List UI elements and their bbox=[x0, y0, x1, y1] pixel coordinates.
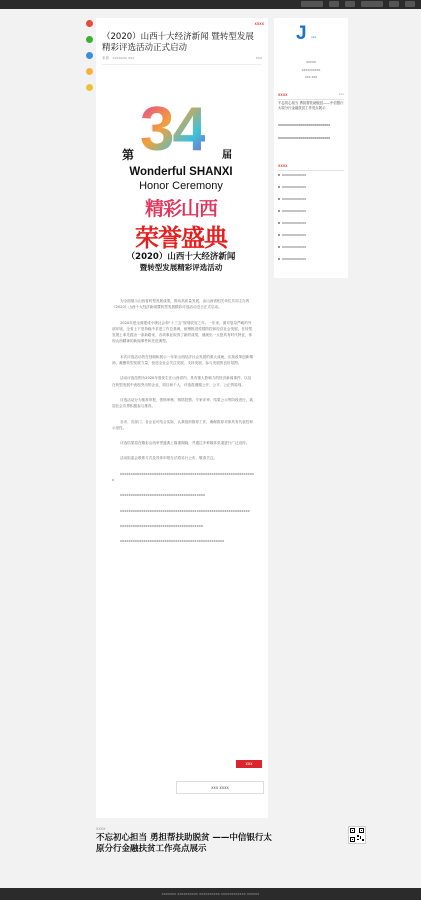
article-meta bbox=[102, 56, 262, 65]
share-bar bbox=[86, 20, 96, 100]
poster-cn-line2: 荣誉盛典 bbox=[135, 224, 227, 252]
logo-letter: J bbox=[296, 23, 307, 44]
related-article-link[interactable]: 不忘初心担当 勇担帮扶助脱贫 ——中信银行太原分行金融扶贫工作亮点展示 bbox=[96, 833, 272, 854]
top-nav-link[interactable] bbox=[329, 1, 339, 7]
top-nav-link[interactable] bbox=[389, 1, 399, 7]
sidebar-list-item[interactable]: xxxxxxxxxxxx bbox=[278, 185, 344, 189]
site-logo[interactable] bbox=[294, 22, 324, 46]
poster-cn-line1: 精彩山西 bbox=[144, 198, 217, 220]
article-paragraph: xxxxxxxxxxxxxxxxxxxxxxxxxxxxxxxxxxxxxxxxxxxxxxxxx bbox=[120, 539, 225, 544]
article-poster bbox=[116, 95, 246, 288]
top-nav-bar bbox=[0, 0, 421, 9]
sidebar-news-link[interactable]: 不忘初心担当 勇担帮扶助脱贫——中信银行太原分行金融扶贫工作亮点展示 bbox=[278, 101, 344, 110]
poster-en-line2: Honor Ceremony bbox=[139, 180, 223, 192]
article-paragraph: xxxxxxxxxxxxxxxxxxxxxxxxxxxxxxxxxxxxxxxxxxxxxxxxxxxxxxxxxxxxx bbox=[120, 508, 250, 513]
sidebar-list-item[interactable]: xxxxxxxxxxxx bbox=[278, 209, 344, 213]
article-paragraph: 评选活动分为推荐申报、资格审核、网络投票、专家评审、结果公示等阶段进行，欢迎社会各界积极参与推荐。 bbox=[112, 397, 253, 409]
sidebar-section-title bbox=[278, 92, 344, 100]
sidebar-section-title bbox=[278, 163, 344, 171]
related-heading: xxxx bbox=[96, 826, 106, 831]
like-button[interactable]: xxx bbox=[236, 760, 262, 768]
qr-code-icon bbox=[348, 826, 366, 844]
sidebar-list-item[interactable]: xxxxxxxxxxxx bbox=[278, 257, 344, 261]
article-paragraph: 各市、各部门、各企业可结合实际，认真组织推荐工作，确保推荐对象具有代表性和示范性。 bbox=[112, 419, 253, 430]
section-title-text: xxxx bbox=[278, 163, 288, 168]
qq-icon[interactable] bbox=[86, 52, 93, 59]
top-nav-links bbox=[301, 1, 415, 7]
poster-sub-line1: （2020）山西十大经济新闻 bbox=[126, 252, 236, 262]
article-paragraph: 活动评选范围为2020年度发生在山西省内、具有重大影响力的经济新闻事件，以及在转型发展中表现突出的企业、项目和个人，评选将遵循公开、公平、公正的原则。 bbox=[112, 376, 252, 387]
page-footer: xxxxxxx xxxxxxxxxx xxxxxxxxxx xxxxxxxxxxxx xxxxxx bbox=[0, 888, 421, 900]
article-paragraph: xxxxxxxxxxxxxxxxxxxxxxxxxxxxxxxxxxxxxxx bbox=[120, 523, 203, 528]
section-more-link[interactable]: xxx bbox=[338, 92, 344, 96]
site-name: xxxxx bbox=[306, 60, 316, 64]
sidebar-news-link[interactable]: xxxxxxxxxxxxxxxxxxxxxxxxxx bbox=[278, 136, 331, 140]
sidebar-list-item[interactable]: xxxxxxxxxxxx bbox=[278, 221, 344, 225]
top-nav-link[interactable] bbox=[405, 1, 415, 7]
article-meta-right: xxx bbox=[255, 56, 262, 60]
article-paragraph: 本次评选活动旨在回顾和展示一年来山西经济社会发展的重大成就，弘扬改革创新精神，凝聚转型发展力量，营造全社会关注发展、支持发展、参与发展的良好氛围。 bbox=[112, 354, 253, 366]
top-nav-link[interactable] bbox=[301, 1, 323, 7]
favorite-icon[interactable] bbox=[86, 84, 93, 91]
sidebar-list-item[interactable]: xxxxxxxxxxxx bbox=[278, 245, 344, 249]
section-title-text: xxxx bbox=[278, 92, 288, 97]
article-title: （2020）山西十大经济新闻 暨转型发展精彩评选活动正式启动 bbox=[102, 32, 254, 53]
sidebar-news-link[interactable]: xxxxxxxxxxxxxxxxxxxxxxxxxx bbox=[278, 123, 331, 127]
article-paragraph: xxxxxxxxxxxxxxxxxxxxxxxxxxxxxxxxxxxxxxxx bbox=[120, 493, 206, 498]
site-info: xxxxxxxxxx bbox=[301, 68, 321, 72]
poster-number: 34 bbox=[140, 95, 205, 164]
article-panel bbox=[96, 18, 268, 818]
top-nav-link[interactable] bbox=[361, 1, 383, 7]
sidebar-list-item[interactable]: xxxxxxxxxxxx bbox=[278, 197, 344, 201]
poster-en-line1: Wonderful SHANXI bbox=[129, 166, 233, 178]
sidebar-list-item[interactable]: xxxxxxxxxxxx bbox=[278, 233, 344, 237]
sidebar-list-item[interactable]: xxxxxxxxxxxx bbox=[278, 173, 344, 177]
logo-subtext: xxx bbox=[311, 35, 317, 39]
site-info: xxx xxx bbox=[304, 75, 318, 79]
article-source: 来源：xxxxxxx xxx bbox=[102, 56, 135, 60]
article-body bbox=[112, 298, 254, 554]
article-paragraph: 为全面展示山西省转型发展成果，推动高质量发展，由山西省相关单位共同主办的（2020）山西十大经济新闻暨转型发展精彩评选活动近日正式启动。 bbox=[112, 299, 250, 310]
wechat-icon[interactable] bbox=[86, 36, 93, 43]
article-paragraph: 评选结果将在精彩山西荣誉盛典上隆重揭晓，并通过多种媒体渠道进行广泛宣传。 bbox=[120, 441, 250, 446]
top-nav-link[interactable] bbox=[345, 1, 355, 7]
poster-sub-line2: 暨转型发展精彩评选活动 bbox=[139, 263, 223, 272]
poster-jie: 届 bbox=[222, 150, 232, 161]
article-paragraph: xxxxxxxxxxxxxxxxxxxxxxxxxxxxxxxxxxxxxxxxxxxxxxxxxxxxxxxxxxxxxxxx bbox=[112, 471, 254, 483]
article-paragraph: 2020年是全面建成小康社会和“十三五”规划收官之年。一年来，面对复杂严峻的外部环境，全省上下坚持稳中求进工作总基调，统筹推进疫情防控和经济社会发展，在转型发展上率先蹚出一条新路来，各项事业取得了新的成绩，涌现出一大批具有时代特征、体现山西精神的新闻事件和先进典型。 bbox=[112, 320, 253, 344]
qzone-icon[interactable] bbox=[86, 68, 93, 75]
sidebar bbox=[274, 18, 348, 278]
poster-di: 第 bbox=[122, 148, 135, 162]
article-tag[interactable]: xxxx bbox=[254, 21, 264, 26]
load-more-button[interactable]: xxx xxxx bbox=[176, 781, 264, 794]
article-paragraph: 活动组委会联系方式及具体申报办法将另行公布，敬请关注。 bbox=[120, 456, 218, 461]
weibo-icon[interactable] bbox=[86, 20, 93, 27]
